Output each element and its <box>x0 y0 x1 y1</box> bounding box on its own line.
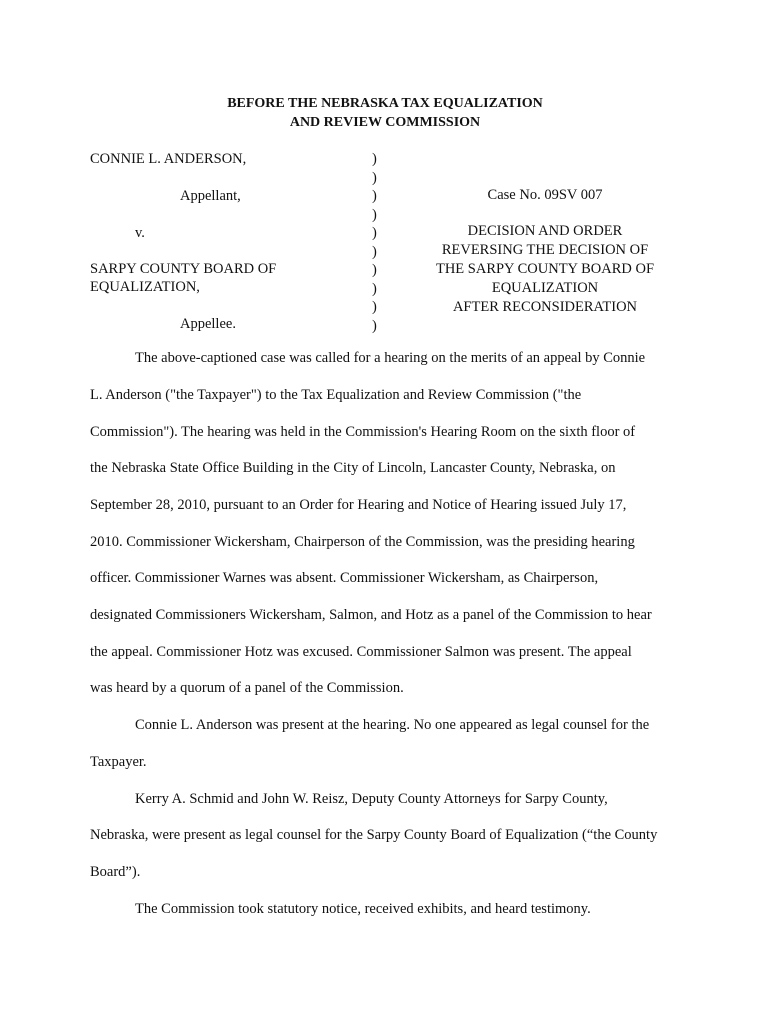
order-title <box>420 222 670 317</box>
document-heading <box>0 94 770 132</box>
text-line: 2010. Commissioner Wickersham, Chairperson of the Commission, was the presiding hearing <box>90 534 635 550</box>
text-line: designated Commissioners Wickersham, Salmon, and Hotz as a panel of the Commission to hear <box>90 607 652 623</box>
text-line: The above-captioned case was called for a hearing on the merits of an appeal by Connie <box>135 350 646 366</box>
text-line: Taxpayer. <box>90 754 147 770</box>
paren-mark: ) <box>372 317 377 334</box>
case-number: Case No. 09SV 007 <box>487 187 603 203</box>
paren-mark: ) <box>372 169 377 186</box>
versus-label: v. <box>135 225 145 241</box>
text-line: Commission"). The hearing was held in the Commission's Hearing Room on the sixth floor of <box>90 424 636 440</box>
text-line: Connie L. Anderson was present at the hearing. No one appeared as legal counsel for the <box>135 717 650 733</box>
paren-mark: ) <box>372 225 377 241</box>
text-line: Nebraska, were present as legal counsel for the Sarpy County Board of Equalization (“the County <box>90 827 658 843</box>
text-line: the appeal. Commissioner Hotz was excused. Commissioner Salmon was present. The appeal <box>90 644 632 660</box>
text-line: L. Anderson ("the Taxpayer") to the Tax Equalization and Review Commission ("the <box>90 387 582 403</box>
order-title-line-2: REVERSING THE DECISION OF <box>441 242 649 258</box>
appellant-role: Appellant, <box>180 188 241 204</box>
paren-mark: ) <box>372 188 377 204</box>
text-line: The Commission took statutory notice, received exhibits, and heard testimony. <box>135 901 591 917</box>
order-title-line-1: DECISION AND ORDER <box>467 223 623 239</box>
paren-mark: ) <box>372 206 377 223</box>
paren-mark: ) <box>372 280 377 297</box>
paren-mark: ) <box>372 243 377 260</box>
appellant-name: CONNIE L. ANDERSON, <box>90 151 247 167</box>
order-title-line-5: AFTER RECONSIDERATION <box>452 299 638 315</box>
text-line: September 28, 2010, pursuant to an Order for Hearing and Notice of Hearing issued July 17, <box>90 497 627 513</box>
paren-mark: ) <box>372 151 377 167</box>
appellee-name-line-2: EQUALIZATION, <box>90 279 200 295</box>
heading-line-2: AND REVIEW COMMISSION <box>289 115 481 130</box>
paren-mark: ) <box>372 262 377 278</box>
text-line: officer. Commissioner Warnes was absent. Commissioner Wickersham, as Chairperson, <box>90 570 599 586</box>
heading-line-1: BEFORE THE NEBRASKA TAX EQUALIZATION <box>227 96 543 111</box>
appellee-role: Appellee. <box>180 316 236 332</box>
text-line: Board”). <box>90 864 141 880</box>
text-line: was heard by a quorum of a panel of the Commission. <box>90 680 404 696</box>
text-line: the Nebraska State Office Building in the City of Lincoln, Lancaster County, Nebraska, on <box>90 460 616 476</box>
order-title-line-3: THE SARPY COUNTY BOARD OF <box>435 261 655 277</box>
text-line: Kerry A. Schmid and John W. Reisz, Deputy County Attorneys for Sarpy County, <box>135 791 608 807</box>
paren-mark: ) <box>372 299 377 315</box>
appellee-name-line-1: SARPY COUNTY BOARD OF <box>90 261 277 277</box>
order-title-line-4: EQUALIZATION <box>491 280 599 296</box>
